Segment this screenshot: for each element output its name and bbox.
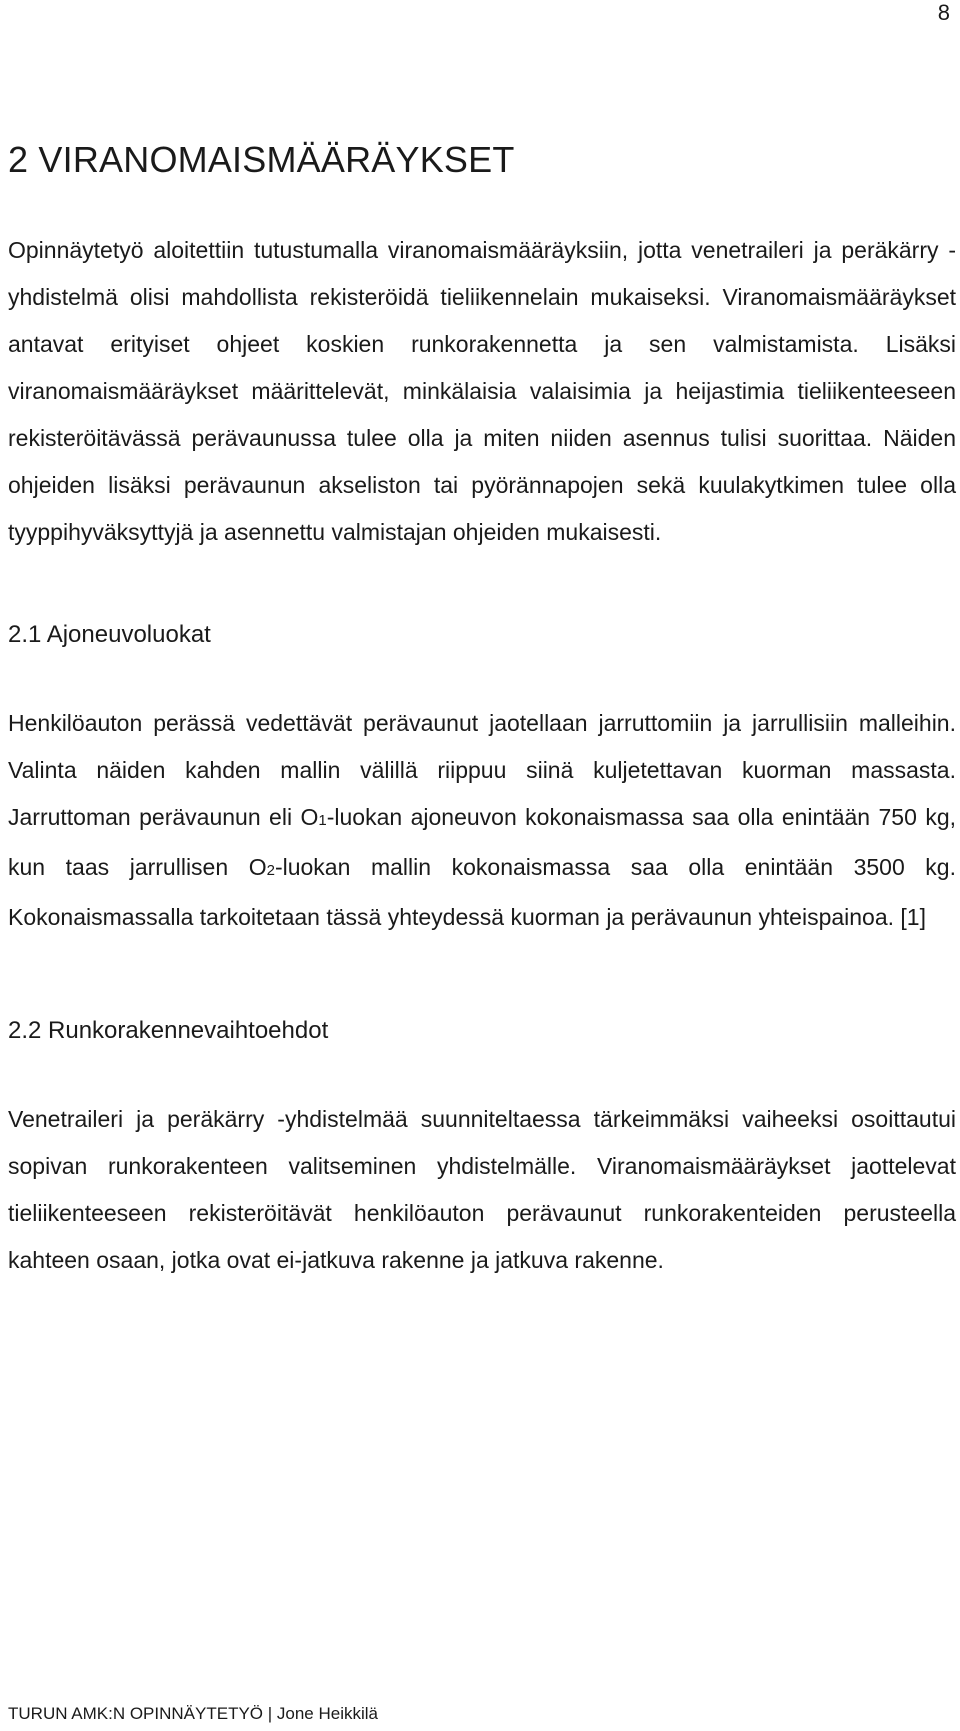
section-2-1-text-part-3: -luokan mallin kokonaismassa saa olla enintään 3500 kg. Kokonaismassalla tarkoitetaan tässä yhteydessä kuorman ja perävaunun yhteispainoa. [1] <box>8 854 956 930</box>
page-footer: TURUN AMK:N OPINNÄYTETYÖ | Jone Heikkilä <box>8 1704 378 1723</box>
section-2-2-heading: 2.2 Runkorakennevaihtoehdot <box>8 1017 329 1044</box>
section-2-1-text-part-2: -luokan ajoneuvon kokonaismassa saa olla enintään 750 kg, kun taas jarrullisen O <box>8 804 957 880</box>
vehicle-class-subscript: 1 <box>318 812 327 829</box>
page-number: 8 <box>937 0 950 25</box>
section-2-1-text-part-1: Henkilöauton perässä vedettävät perävaunut jaotellaan jarruttomiin ja jarrullisiin malleihin. Valinta näiden kahden mallin välillä riippuu siinä kuljetettavan kuorman massasta. Jarruttoman perävaunun eli O <box>8 710 956 830</box>
section-2-2-paragraph: Venetraileri ja peräkärry -yhdistelmää suunniteltaessa tärkeimmäksi vaiheeksi osoittautui sopivan runkorakenteen valitseminen yhdistelmälle. Viranomaismääräykset jaottelevat tieliikenteeseen rekisteröitävät henkilöauton perävaunut runkorakenteiden perusteella kahteen osaan, jotka ovat ei-jatkuva rakenne ja jatkuva rakenne. <box>8 1106 956 1273</box>
vehicle-class-subscript: 2 <box>266 862 275 879</box>
chapter-heading: 2 VIRANOMAISMÄÄRÄYKSET <box>8 139 515 180</box>
section-2-1-paragraph <box>8 700 956 941</box>
intro-paragraph: Opinnäytetyö aloitettiin tutustumalla viranomaismääräyksiin, jotta venetraileri ja peräkärry -yhdistelmä olisi mahdollista rekisteröidä tieliikennelain mukaiseksi. Viranomaismääräykset antavat erityiset ohjeet koskien runkorakennetta ja sen valmistamista. Lisäksi viranomaismääräykset määrittelevät, minkälaisia valaisimia ja heijastimia tieliikenteeseen rekisteröitävässä perävaunussa tulee olla ja miten niiden asennus tulisi suorittaa. Näiden ohjeiden lisäksi perävaunun akseliston tai pyörännapojen sekä kuulakytkimen tulee olla tyyppihyväksyttyjä ja asennettu valmistajan ohjeiden mukaisesti. <box>8 237 956 545</box>
section-2-1-heading: 2.1 Ajoneuvoluokat <box>8 621 211 648</box>
